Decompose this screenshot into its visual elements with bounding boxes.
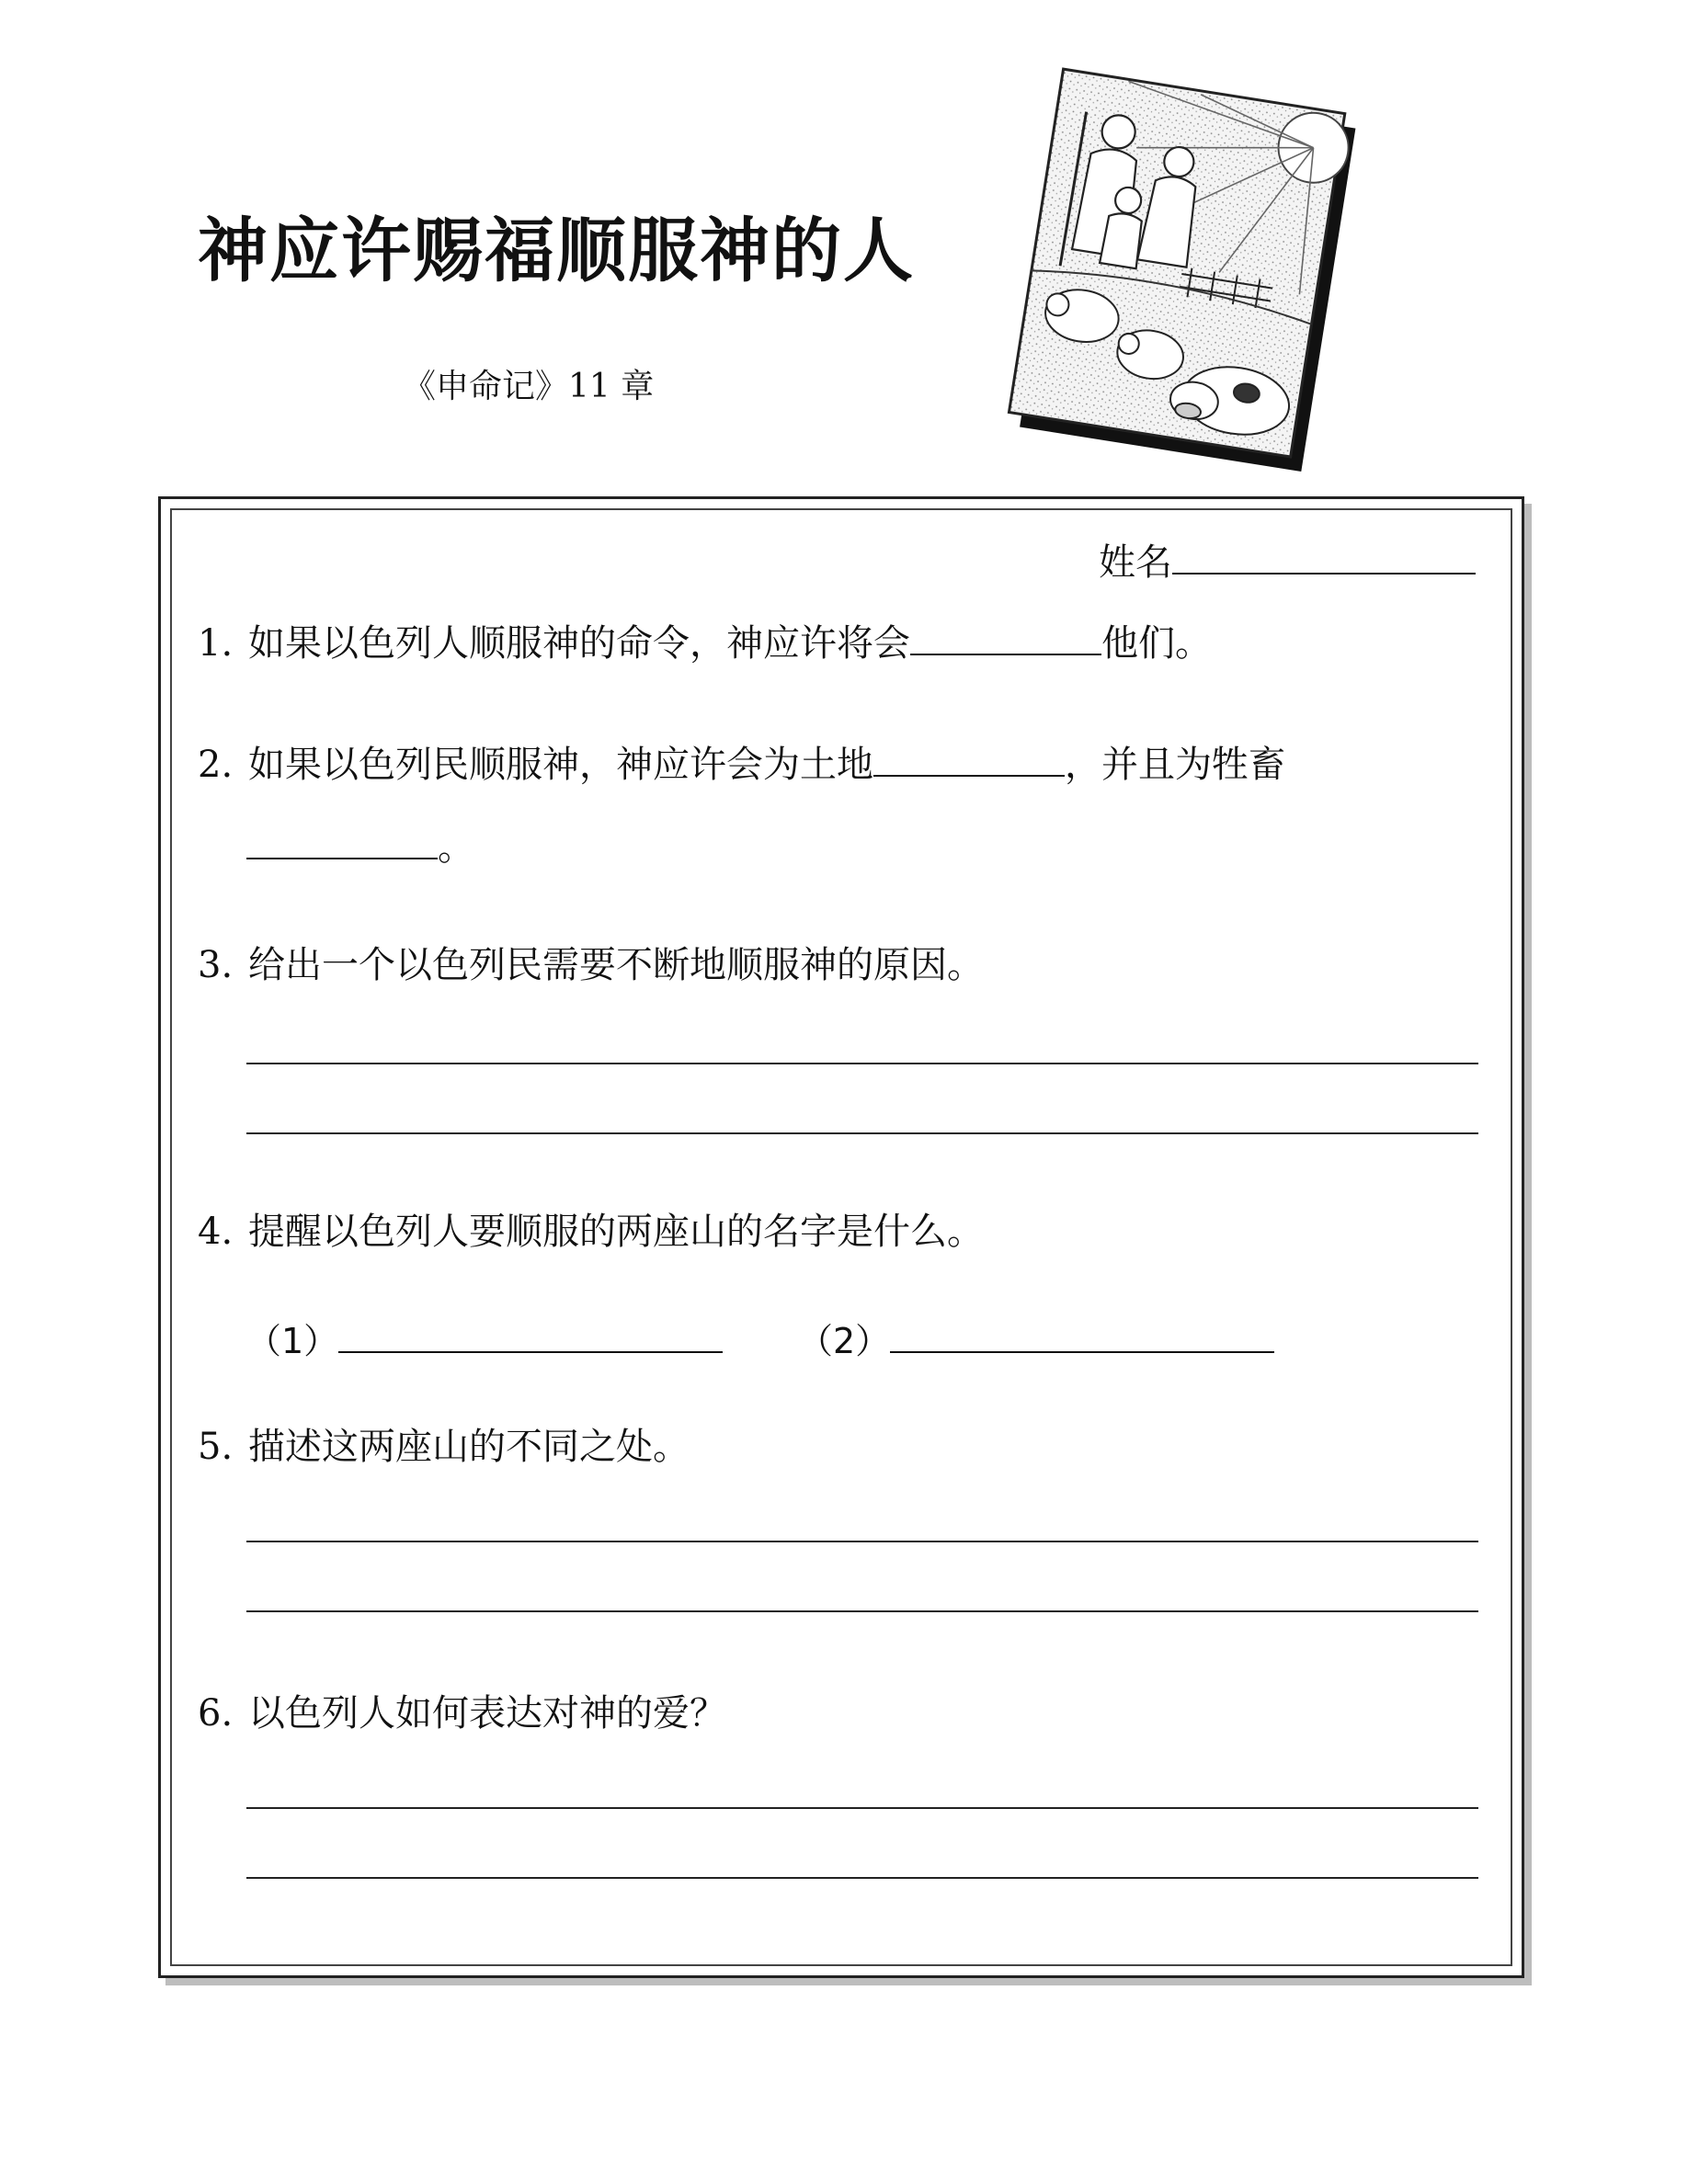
answer-blank[interactable]: [338, 1314, 723, 1353]
question-3: [198, 936, 984, 988]
question-2-continuation: [246, 818, 474, 870]
answer-line[interactable]: [246, 1132, 1478, 1134]
answer-line[interactable]: [246, 1807, 1478, 1809]
question-6: [198, 1684, 726, 1736]
name-blank[interactable]: [1172, 534, 1476, 574]
name-label: 姓名: [1099, 541, 1172, 584]
question-number: 6.: [198, 1692, 234, 1735]
mountain-answer-1: [246, 1313, 723, 1363]
name-field: [1099, 533, 1476, 586]
worksheet-title: 神应许赐福顺服神的人: [198, 210, 915, 291]
question-2: [198, 735, 1285, 788]
answer-blank[interactable]: [890, 1314, 1274, 1353]
question-number: 2.: [198, 744, 234, 786]
answer-line[interactable]: [246, 1541, 1478, 1542]
question-text: 如果以色列人顺服神的命令，神应许将会: [248, 622, 910, 665]
question-number: 5.: [198, 1426, 234, 1468]
question-text: 给出一个以色列民需要不断地顺服神的原因。: [248, 944, 984, 986]
answer-line[interactable]: [246, 1063, 1478, 1064]
question-number: 4.: [198, 1211, 234, 1253]
question-number: 1.: [198, 622, 234, 665]
question-text: 如果以色列民顺服神，神应许会为土地: [248, 744, 873, 786]
answer-blank[interactable]: [910, 615, 1101, 655]
question-text: 以色列人如何表达对神的爱？: [248, 1692, 726, 1735]
mountain-label-2: （2）: [798, 1321, 891, 1361]
question-text: 描述这两座山的不同之处。: [248, 1426, 690, 1468]
answer-blank[interactable]: [873, 736, 1065, 777]
question-text-after: ，并且为牲畜: [1065, 744, 1285, 786]
answer-line[interactable]: [246, 1610, 1478, 1612]
mountain-label-1: （1）: [246, 1321, 339, 1361]
scripture-reference: 《申命记》11 章: [403, 368, 655, 405]
answer-blank[interactable]: [246, 819, 438, 859]
question-5: [198, 1417, 690, 1470]
question-1: [198, 614, 1212, 666]
illustration-family-flock-image: [988, 55, 1374, 496]
question-text: 提醒以色列人要顺服的两座山的名字是什么。: [248, 1211, 984, 1253]
mountain-answer-2: [798, 1313, 1274, 1363]
question-number: 3.: [198, 944, 234, 986]
answer-line[interactable]: [246, 1877, 1478, 1879]
question-text-after: 。: [438, 826, 474, 869]
question-text-after: 他们。: [1101, 622, 1212, 665]
question-4: [198, 1202, 984, 1255]
